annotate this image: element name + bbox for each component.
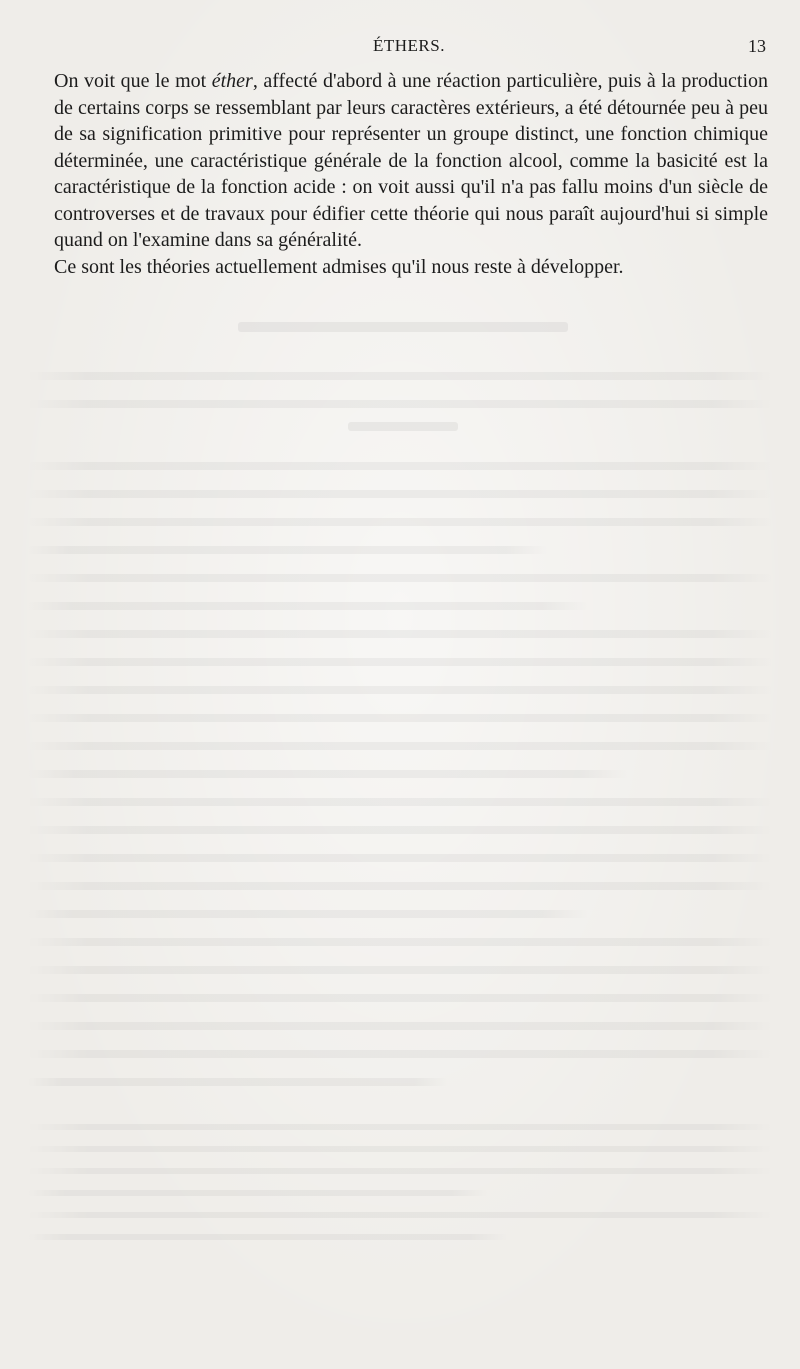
ghost-line [28,686,772,694]
ghost-line [28,1078,448,1086]
ghost-line [28,1190,488,1196]
ghost-line [28,1234,508,1240]
ghost-line [28,1146,772,1152]
ghost-line [28,994,772,1002]
ghost-line [28,1022,772,1030]
ghost-line [28,1124,772,1130]
ghost-line [28,882,772,890]
page-number: 13 [748,36,766,56]
ghost-line [28,826,772,834]
ghost-line [28,490,772,498]
ghost-line [28,742,772,750]
ghost-line [28,938,772,946]
ghost-line [28,770,628,778]
ghost-line [28,602,588,610]
body-text [54,68,768,280]
ghost-line [28,966,772,974]
ghost-line [28,1050,772,1058]
ghost-line [28,630,772,638]
ghost-line [28,546,548,554]
paragraph-2-text: Ce sont les théories actuellement admises qu'il nous reste à développer. [54,255,624,278]
paragraph-1 [54,68,768,254]
reverse-side-show-through [28,312,772,1242]
ghost-line [28,658,772,666]
ghost-line [28,798,772,806]
running-title: ÉTHERS. [373,36,445,55]
emphasized-term: éther [211,70,253,92]
ghost-subheading [348,422,458,431]
paragraph-2 [54,254,768,281]
ghost-line [28,462,772,470]
ghost-line [28,1212,772,1218]
ghost-heading [238,322,568,332]
ghost-line [28,518,772,526]
paragraph-1-rest: , affecté d'abord à une réaction particulière, puis à la production de certains corps se ressemblant par leurs caractères extérieurs, a été détournée peu à peu de sa signification primitive pour représenter un groupe distinct, une fonction chimique déterminée, une caractéristique générale de la fonction alcool, comme la basicité est la caractéristique de la fonction acide : on voit aussi qu'il n'a pas fallu moins d'un siècle de controverses et de travaux pour édifier cette théorie qui nous paraît aujourd'hui si simple quand on l'examine dans sa généralité. [54,70,768,251]
ghost-line [28,372,772,380]
ghost-line [28,854,772,862]
ghost-line [28,714,772,722]
paragraph-1-start: On voit que le mot [54,70,212,92]
ghost-line [28,574,772,582]
ghost-line [28,1168,772,1174]
ghost-line [28,400,772,408]
ghost-line [28,910,588,918]
running-header [52,30,766,60]
